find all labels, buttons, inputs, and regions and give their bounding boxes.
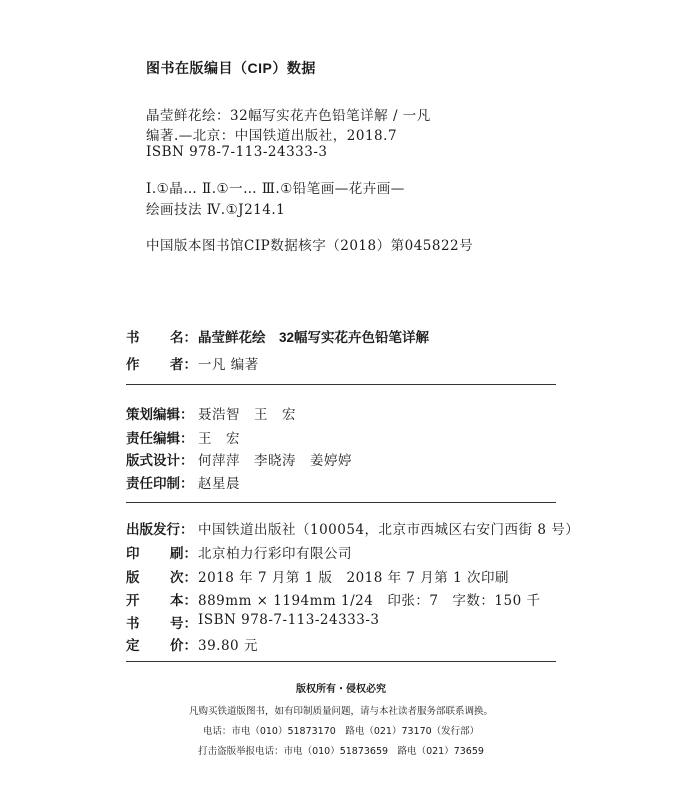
piracy-report-line: 打击盗版举报电话：市电（010）51873659 路电（021）73659 [198, 746, 484, 757]
cip-line-3: ISBN 978-7-113-24333-3 [146, 144, 328, 160]
edition-label-a: 版 [126, 570, 140, 585]
publisher-label: 出版发行： [126, 522, 194, 537]
publisher-value: 中国铁道出版社（100054，北京市西城区右安门西街 8 号） [198, 522, 580, 538]
book-title-label-b: 名： [170, 330, 197, 345]
price-value: 39.80 元 [198, 638, 258, 654]
edition-value: 2018 年 7 月第 1 版 2018 年 7 月第 1 次印刷 [198, 570, 509, 586]
author-value: 一凡 编著 [198, 357, 259, 373]
layout-design-value: 何萍萍 李晓涛 姜婷婷 [198, 453, 352, 469]
isbn-value: ISBN 978-7-113-24333-3 [198, 612, 380, 628]
planning-editor-label: 策划编辑： [126, 407, 194, 422]
book-title-value: 晶莹鲜花绘 32幅写实花卉色铅笔详解 [198, 330, 430, 345]
cip-line-2: 编著.—北京：中国铁道出版社，2018.7 [146, 128, 398, 144]
book-title-label-a: 书 [126, 330, 140, 345]
price-label-a: 定 [126, 638, 140, 653]
edition-label-b: 次： [170, 570, 197, 585]
quality-notice: 凡购买铁道版图书，如有印制质量问题，请与本社读者服务部联系调换。 [188, 706, 493, 717]
author-label-b: 者： [170, 357, 197, 372]
responsible-editor-value: 王 宏 [198, 431, 240, 447]
cip-line-1: 晶莹鲜花绘：32幅写实花卉色铅笔详解 / 一凡 [146, 108, 431, 124]
rights-notice: 版权所有・侵权必究 [296, 684, 386, 695]
cip-line-5: 绘画技法 Ⅳ.①J214.1 [146, 202, 286, 218]
divider-1 [126, 384, 556, 385]
responsible-editor-label: 责任编辑： [126, 431, 194, 446]
author-label-a: 作 [126, 357, 140, 372]
cip-line-4: Ⅰ.①晶… Ⅱ.①一… Ⅲ.①铅笔画—花卉画— [146, 181, 405, 197]
printer-value: 北京柏力行彩印有限公司 [198, 546, 352, 562]
print-supervisor-value: 赵星晨 [198, 476, 240, 492]
isbn-label-b: 号： [170, 616, 197, 631]
divider-2 [126, 502, 556, 503]
printer-label-b: 刷： [170, 546, 197, 561]
print-supervisor-label: 责任印制： [126, 476, 194, 491]
layout-design-label: 版式设计： [126, 453, 194, 468]
format-label-b: 本： [170, 593, 197, 608]
price-label-b: 价： [170, 638, 197, 653]
format-value: 889mm × 1194mm 1/24 印张：7 字数：150 千 [198, 593, 541, 609]
planning-editor-value: 聂浩智 王 宏 [198, 407, 296, 423]
cip-line-6: 中国版本图书馆CIP数据核字（2018）第045822号 [146, 238, 474, 254]
cip-title: 图书在版编目（CIP）数据 [146, 60, 316, 76]
isbn-label-a: 书 [126, 616, 140, 631]
format-label-a: 开 [126, 593, 140, 608]
phone-line: 电话：市电（010）51873170 路电（021）73170（发行部） [202, 726, 480, 737]
printer-label-a: 印 [126, 546, 140, 561]
divider-3 [126, 661, 556, 662]
